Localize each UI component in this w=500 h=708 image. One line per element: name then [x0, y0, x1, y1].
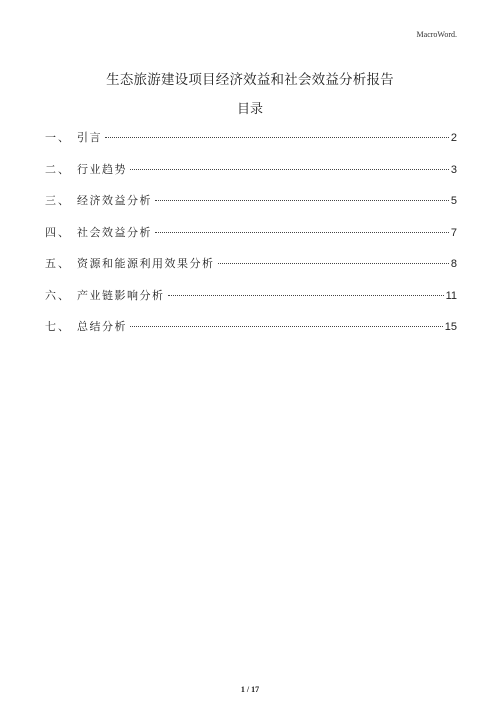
toc-dot-leader: [155, 232, 449, 233]
document-title: 生态旅游建设项目经济效益和社会效益分析报告: [106, 72, 394, 88]
toc-item-page: 3: [450, 163, 457, 176]
toc-item-resource-energy[interactable]: [45, 255, 457, 287]
header-brand: MacroWord.: [416, 30, 457, 39]
toc-item-number: 一、: [45, 131, 71, 144]
toc-dot-leader: [130, 169, 449, 170]
toc-item-industry-trends[interactable]: [45, 161, 457, 193]
toc-dot-leader: [130, 326, 443, 327]
page-number: 1 / 17: [240, 685, 260, 694]
toc-item-summary[interactable]: [45, 318, 457, 350]
toc-item-industry-chain[interactable]: [45, 287, 457, 319]
toc-item-page: 8: [450, 258, 457, 270]
toc-item-number: 二、: [45, 162, 71, 176]
toc-item-label: 社会效益分析: [77, 225, 152, 239]
toc-heading: 目录: [236, 102, 263, 117]
toc-item-introduction[interactable]: [45, 129, 457, 161]
toc-item-page: 5: [450, 195, 457, 207]
toc-item-page: 2: [450, 132, 457, 144]
toc-item-economic-benefit[interactable]: [45, 192, 457, 224]
toc-item-number: 六、: [45, 288, 71, 302]
toc-item-label: 产业链影响分析: [77, 288, 165, 302]
toc-item-page: 15: [444, 321, 457, 333]
toc-item-label: 经济效益分析: [77, 194, 152, 207]
toc-item-number: 四、: [45, 225, 71, 239]
toc-dot-leader: [105, 137, 449, 138]
toc-item-label: 总结分析: [77, 320, 127, 333]
toc-dot-leader: [218, 263, 449, 264]
toc-item-number: 三、: [45, 194, 71, 207]
toc-item-page: 11: [445, 289, 457, 302]
toc-item-page: 7: [450, 226, 457, 239]
table-of-contents: [45, 129, 457, 350]
toc-item-label: 资源和能源利用效果分析: [77, 257, 215, 270]
toc-dot-leader: [168, 295, 444, 296]
toc-item-label: 引言: [77, 131, 102, 144]
toc-item-social-benefit[interactable]: [45, 224, 457, 256]
toc-dot-leader: [155, 200, 449, 201]
toc-item-label: 行业趋势: [77, 162, 127, 176]
toc-item-number: 五、: [45, 257, 71, 270]
toc-item-number: 七、: [45, 320, 71, 333]
